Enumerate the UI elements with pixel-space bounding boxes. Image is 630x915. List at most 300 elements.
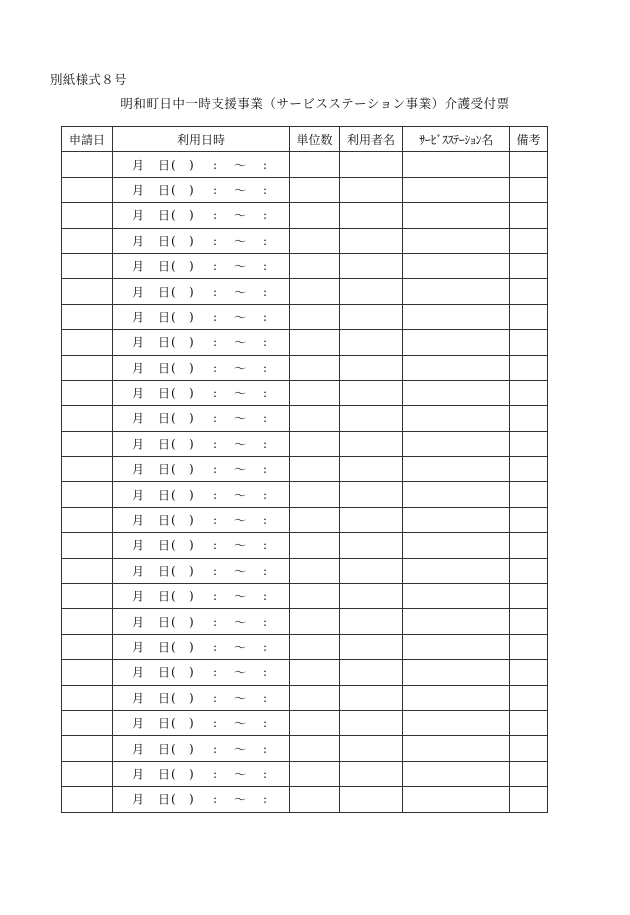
remarks-cell[interactable] — [510, 685, 548, 710]
application-date-cell[interactable] — [62, 584, 113, 609]
application-date-cell[interactable] — [62, 406, 113, 431]
day-label: 日 — [158, 589, 171, 604]
open-paren: ( — [171, 462, 176, 477]
usage-datetime-cell[interactable] — [113, 406, 290, 431]
remarks-cell[interactable] — [510, 228, 548, 253]
user-name-cell[interactable] — [340, 660, 403, 685]
open-paren: ( — [171, 436, 176, 451]
end-time-colon: : — [263, 411, 268, 426]
remarks-cell[interactable] — [510, 457, 548, 482]
open-paren: ( — [171, 411, 176, 426]
range-tilde: 〜 — [234, 158, 247, 173]
remarks-cell[interactable] — [510, 710, 548, 735]
reception-table — [61, 126, 548, 813]
units-cell[interactable] — [290, 330, 340, 355]
day-label: 日 — [158, 488, 171, 503]
remarks-cell[interactable] — [510, 380, 548, 405]
units-cell[interactable] — [290, 660, 340, 685]
remarks-cell[interactable] — [510, 203, 548, 228]
table-row — [62, 533, 548, 558]
table-row — [62, 253, 548, 278]
end-time-colon: : — [263, 157, 268, 172]
user-name-cell[interactable] — [340, 304, 403, 329]
user-name-cell[interactable] — [340, 634, 403, 659]
close-paren: ) — [189, 386, 194, 401]
usage-datetime-cell[interactable] — [113, 533, 290, 558]
user-name-cell[interactable] — [340, 431, 403, 456]
usage-datetime-cell[interactable] — [113, 304, 290, 329]
station-name-cell[interactable] — [403, 457, 510, 482]
application-date-cell[interactable] — [62, 533, 113, 558]
day-label: 日 — [158, 640, 171, 655]
station-name-cell[interactable] — [403, 736, 510, 761]
range-tilde: 〜 — [234, 437, 247, 452]
application-date-cell[interactable] — [62, 634, 113, 659]
station-name-cell[interactable] — [403, 406, 510, 431]
end-time-colon: : — [263, 436, 268, 451]
remarks-cell[interactable] — [510, 177, 548, 202]
units-cell[interactable] — [290, 304, 340, 329]
application-date-cell[interactable] — [62, 685, 113, 710]
units-cell[interactable] — [290, 177, 340, 202]
user-name-cell[interactable] — [340, 761, 403, 786]
station-name-cell[interactable] — [403, 203, 510, 228]
user-name-cell[interactable] — [340, 533, 403, 558]
month-label: 月 — [132, 538, 145, 553]
open-paren: ( — [171, 487, 176, 502]
close-paren: ) — [189, 741, 194, 756]
user-name-cell[interactable] — [340, 507, 403, 532]
open-paren: ( — [171, 563, 176, 578]
day-label: 日 — [158, 208, 171, 223]
remarks-cell[interactable] — [510, 761, 548, 786]
station-name-cell[interactable] — [403, 660, 510, 685]
remarks-cell[interactable] — [510, 253, 548, 278]
units-cell[interactable] — [290, 685, 340, 710]
range-tilde: 〜 — [234, 259, 247, 274]
table-row — [62, 152, 548, 177]
start-time-colon: : — [213, 589, 218, 604]
user-name-cell[interactable] — [340, 685, 403, 710]
station-name-cell[interactable] — [403, 152, 510, 177]
user-name-cell[interactable] — [340, 584, 403, 609]
day-label: 日 — [158, 259, 171, 274]
range-tilde: 〜 — [234, 208, 247, 223]
end-time-colon: : — [263, 182, 268, 197]
end-time-colon: : — [263, 513, 268, 528]
end-time-colon: : — [263, 284, 268, 299]
table-row — [62, 279, 548, 304]
usage-datetime-cell[interactable] — [113, 507, 290, 532]
application-date-cell[interactable] — [62, 507, 113, 532]
open-paren: ( — [171, 538, 176, 553]
start-time-colon: : — [213, 665, 218, 680]
table-row — [62, 482, 548, 507]
range-tilde: 〜 — [234, 564, 247, 579]
table-row — [62, 228, 548, 253]
station-name-cell[interactable] — [403, 355, 510, 380]
application-date-cell[interactable] — [62, 660, 113, 685]
remarks-cell[interactable] — [510, 787, 548, 812]
usage-datetime-cell[interactable] — [113, 228, 290, 253]
open-paren: ( — [171, 284, 176, 299]
application-date-cell[interactable] — [62, 279, 113, 304]
usage-datetime-cell[interactable] — [113, 177, 290, 202]
start-time-colon: : — [213, 614, 218, 629]
remarks-cell[interactable] — [510, 304, 548, 329]
open-paren: ( — [171, 335, 176, 350]
month-label: 月 — [132, 488, 145, 503]
remarks-cell[interactable] — [510, 406, 548, 431]
close-paren: ) — [189, 157, 194, 172]
station-name-cell[interactable] — [403, 304, 510, 329]
application-date-cell[interactable] — [62, 355, 113, 380]
month-label: 月 — [132, 285, 145, 300]
close-paren: ) — [189, 665, 194, 680]
month-label: 月 — [132, 208, 145, 223]
end-time-colon: : — [263, 335, 268, 350]
table-row — [62, 406, 548, 431]
month-label: 月 — [132, 437, 145, 452]
header-usage-datetime: 利用日時 — [113, 127, 290, 152]
close-paren: ) — [189, 309, 194, 324]
application-date-cell[interactable] — [62, 380, 113, 405]
close-paren: ) — [189, 766, 194, 781]
close-paren: ) — [189, 792, 194, 807]
station-name-cell[interactable] — [403, 228, 510, 253]
range-tilde: 〜 — [234, 234, 247, 249]
month-label: 月 — [132, 742, 145, 757]
application-date-cell[interactable] — [62, 177, 113, 202]
open-paren: ( — [171, 513, 176, 528]
user-name-cell[interactable] — [340, 330, 403, 355]
user-name-cell[interactable] — [340, 253, 403, 278]
table-row — [62, 507, 548, 532]
day-label: 日 — [158, 538, 171, 553]
table-row — [62, 380, 548, 405]
usage-datetime-cell[interactable] — [113, 279, 290, 304]
day-label: 日 — [158, 716, 171, 731]
user-name-cell[interactable] — [340, 609, 403, 634]
user-name-cell[interactable] — [340, 787, 403, 812]
end-time-colon: : — [263, 563, 268, 578]
month-label: 月 — [132, 183, 145, 198]
units-cell[interactable] — [290, 533, 340, 558]
units-cell[interactable] — [290, 710, 340, 735]
open-paren: ( — [171, 766, 176, 781]
units-cell[interactable] — [290, 558, 340, 583]
station-name-cell[interactable] — [403, 431, 510, 456]
station-name-cell[interactable] — [403, 710, 510, 735]
units-cell[interactable] — [290, 609, 340, 634]
day-label: 日 — [158, 183, 171, 198]
end-time-colon: : — [263, 766, 268, 781]
application-date-cell[interactable] — [62, 787, 113, 812]
header-row — [62, 127, 548, 152]
units-cell[interactable] — [290, 380, 340, 405]
user-name-cell[interactable] — [340, 177, 403, 202]
table-row — [62, 355, 548, 380]
units-cell[interactable] — [290, 761, 340, 786]
table-row — [62, 330, 548, 355]
units-cell[interactable] — [290, 482, 340, 507]
close-paren: ) — [189, 233, 194, 248]
start-time-colon: : — [213, 233, 218, 248]
remarks-cell[interactable] — [510, 634, 548, 659]
user-name-cell[interactable] — [340, 380, 403, 405]
station-name-cell[interactable] — [403, 685, 510, 710]
form-number: 別紙様式８号 — [50, 72, 127, 87]
range-tilde: 〜 — [234, 183, 247, 198]
usage-datetime-cell[interactable] — [113, 253, 290, 278]
user-name-cell[interactable] — [340, 457, 403, 482]
remarks-cell[interactable] — [510, 355, 548, 380]
close-paren: ) — [189, 182, 194, 197]
start-time-colon: : — [213, 487, 218, 502]
usage-datetime-cell[interactable] — [113, 457, 290, 482]
month-label: 月 — [132, 335, 145, 350]
station-name-cell[interactable] — [403, 482, 510, 507]
close-paren: ) — [189, 436, 194, 451]
day-label: 日 — [158, 285, 171, 300]
open-paren: ( — [171, 360, 176, 375]
application-date-cell[interactable] — [62, 228, 113, 253]
range-tilde: 〜 — [234, 767, 247, 782]
month-label: 月 — [132, 259, 145, 274]
open-paren: ( — [171, 589, 176, 604]
range-tilde: 〜 — [234, 665, 247, 680]
station-name-cell[interactable] — [403, 761, 510, 786]
usage-datetime-cell[interactable] — [113, 634, 290, 659]
remarks-cell[interactable] — [510, 482, 548, 507]
units-cell[interactable] — [290, 431, 340, 456]
remarks-cell[interactable] — [510, 431, 548, 456]
station-name-cell[interactable] — [403, 253, 510, 278]
station-name-cell[interactable] — [403, 507, 510, 532]
open-paren: ( — [171, 208, 176, 223]
usage-datetime-cell[interactable] — [113, 736, 290, 761]
application-date-cell[interactable] — [62, 431, 113, 456]
start-time-colon: : — [213, 640, 218, 654]
remarks-cell[interactable] — [510, 533, 548, 558]
day-label: 日 — [158, 310, 171, 325]
user-name-cell[interactable] — [340, 710, 403, 735]
user-name-cell[interactable] — [340, 558, 403, 583]
header-units: 単位数 — [290, 127, 340, 152]
day-label: 日 — [158, 234, 171, 249]
open-paren: ( — [171, 665, 176, 680]
table-row — [62, 177, 548, 202]
day-label: 日 — [158, 411, 171, 426]
day-label: 日 — [158, 335, 171, 350]
start-time-colon: : — [213, 360, 218, 375]
end-time-colon: : — [263, 386, 268, 401]
start-time-colon: : — [213, 411, 218, 426]
table-row — [62, 558, 548, 583]
range-tilde: 〜 — [234, 640, 247, 655]
usage-datetime-cell[interactable] — [113, 761, 290, 786]
header-station-name: ｻｰﾋﾞｽｽﾃｰｼｮﾝ名 — [403, 127, 510, 152]
units-cell[interactable] — [290, 203, 340, 228]
station-name-cell[interactable] — [403, 533, 510, 558]
station-name-cell[interactable] — [403, 787, 510, 812]
remarks-cell[interactable] — [510, 584, 548, 609]
remarks-cell[interactable] — [510, 152, 548, 177]
table-row — [62, 736, 548, 761]
remarks-cell[interactable] — [510, 507, 548, 532]
usage-datetime-cell[interactable] — [113, 584, 290, 609]
usage-datetime-cell[interactable] — [113, 431, 290, 456]
units-cell[interactable] — [290, 355, 340, 380]
day-label: 日 — [158, 158, 171, 173]
open-paren: ( — [171, 792, 176, 807]
start-time-colon: : — [213, 309, 218, 324]
start-time-colon: : — [213, 462, 218, 477]
usage-datetime-cell[interactable] — [113, 380, 290, 405]
header-user-name: 利用者名 — [340, 127, 403, 152]
application-date-cell[interactable] — [62, 152, 113, 177]
application-date-cell[interactable] — [62, 761, 113, 786]
usage-datetime-cell[interactable] — [113, 330, 290, 355]
units-cell[interactable] — [290, 787, 340, 812]
user-name-cell[interactable] — [340, 406, 403, 431]
usage-datetime-cell[interactable] — [113, 685, 290, 710]
application-date-cell[interactable] — [62, 736, 113, 761]
usage-datetime-cell[interactable] — [113, 660, 290, 685]
table-row — [62, 761, 548, 786]
usage-datetime-cell[interactable] — [113, 710, 290, 735]
usage-datetime-cell[interactable] — [113, 482, 290, 507]
range-tilde: 〜 — [234, 615, 247, 630]
station-name-cell[interactable] — [403, 177, 510, 202]
month-label: 月 — [132, 691, 145, 706]
open-paren: ( — [171, 716, 176, 731]
start-time-colon: : — [213, 182, 218, 197]
user-name-cell[interactable] — [340, 355, 403, 380]
usage-datetime-cell[interactable] — [113, 558, 290, 583]
close-paren: ) — [189, 360, 194, 375]
station-name-cell[interactable] — [403, 609, 510, 634]
station-name-cell[interactable] — [403, 279, 510, 304]
open-paren: ( — [171, 233, 176, 248]
remarks-cell[interactable] — [510, 609, 548, 634]
application-date-cell[interactable] — [62, 304, 113, 329]
usage-datetime-cell[interactable] — [113, 787, 290, 812]
day-label: 日 — [158, 792, 171, 807]
user-name-cell[interactable] — [340, 279, 403, 304]
application-date-cell[interactable] — [62, 203, 113, 228]
units-cell[interactable] — [290, 152, 340, 177]
usage-datetime-cell[interactable] — [113, 355, 290, 380]
day-label: 日 — [158, 691, 171, 706]
month-label: 月 — [132, 411, 145, 426]
application-date-cell[interactable] — [62, 457, 113, 482]
user-name-cell[interactable] — [340, 228, 403, 253]
usage-datetime-cell[interactable] — [113, 609, 290, 634]
application-date-cell[interactable] — [62, 330, 113, 355]
station-name-cell[interactable] — [403, 634, 510, 659]
month-label: 月 — [132, 361, 145, 376]
end-time-colon: : — [263, 487, 268, 502]
range-tilde: 〜 — [234, 310, 247, 325]
units-cell[interactable] — [290, 584, 340, 609]
day-label: 日 — [158, 767, 171, 782]
month-label: 月 — [132, 640, 145, 655]
close-paren: ) — [189, 589, 194, 604]
station-name-cell[interactable] — [403, 330, 510, 355]
units-cell[interactable] — [290, 634, 340, 659]
units-cell[interactable] — [290, 736, 340, 761]
table-row — [62, 660, 548, 685]
units-cell[interactable] — [290, 406, 340, 431]
month-label: 月 — [132, 310, 145, 325]
end-time-colon: : — [263, 360, 268, 375]
units-cell[interactable] — [290, 507, 340, 532]
user-name-cell[interactable] — [340, 152, 403, 177]
close-paren: ) — [189, 487, 194, 502]
application-date-cell[interactable] — [62, 710, 113, 735]
units-cell[interactable] — [290, 279, 340, 304]
day-label: 日 — [158, 513, 171, 528]
close-paren: ) — [189, 690, 194, 705]
station-name-cell[interactable] — [403, 558, 510, 583]
user-name-cell[interactable] — [340, 203, 403, 228]
range-tilde: 〜 — [234, 335, 247, 350]
header-application-date: 申請日 — [62, 127, 113, 152]
remarks-cell[interactable] — [510, 330, 548, 355]
table-row — [62, 457, 548, 482]
application-date-cell[interactable] — [62, 558, 113, 583]
application-date-cell[interactable] — [62, 482, 113, 507]
remarks-cell[interactable] — [510, 558, 548, 583]
month-label: 月 — [132, 386, 145, 401]
close-paren: ) — [189, 716, 194, 731]
end-time-colon: : — [263, 640, 268, 654]
station-name-cell[interactable] — [403, 584, 510, 609]
day-label: 日 — [158, 437, 171, 452]
user-name-cell[interactable] — [340, 482, 403, 507]
station-name-cell[interactable] — [403, 380, 510, 405]
remarks-cell[interactable] — [510, 279, 548, 304]
user-name-cell[interactable] — [340, 736, 403, 761]
range-tilde: 〜 — [234, 488, 247, 503]
start-time-colon: : — [213, 513, 218, 528]
start-time-colon: : — [213, 284, 218, 299]
remarks-cell[interactable] — [510, 660, 548, 685]
start-time-colon: : — [213, 538, 218, 553]
start-time-colon: : — [213, 741, 218, 756]
start-time-colon: : — [213, 716, 218, 731]
application-date-cell[interactable] — [62, 253, 113, 278]
remarks-cell[interactable] — [510, 736, 548, 761]
day-label: 日 — [158, 665, 171, 680]
units-cell[interactable] — [290, 253, 340, 278]
units-cell[interactable] — [290, 457, 340, 482]
units-cell[interactable] — [290, 228, 340, 253]
month-label: 月 — [132, 513, 145, 528]
close-paren: ) — [189, 335, 194, 350]
usage-datetime-cell[interactable] — [113, 152, 290, 177]
day-label: 日 — [158, 386, 171, 401]
usage-datetime-cell[interactable] — [113, 203, 290, 228]
end-time-colon: : — [263, 309, 268, 324]
range-tilde: 〜 — [234, 589, 247, 604]
start-time-colon: : — [213, 259, 218, 274]
end-time-colon: : — [263, 538, 268, 553]
month-label: 月 — [132, 462, 145, 477]
application-date-cell[interactable] — [62, 609, 113, 634]
month-label: 月 — [132, 767, 145, 782]
